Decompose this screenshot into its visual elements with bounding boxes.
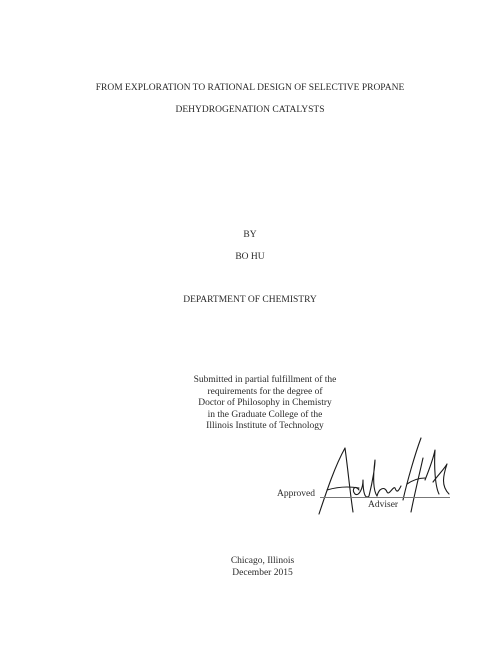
title-line-2: DEHYDROGENATION CATALYSTS xyxy=(175,105,325,115)
submission-statement xyxy=(0,375,500,433)
date-text: December 2015 xyxy=(232,568,293,578)
submission-line: Illinois Institute of Technology xyxy=(206,421,324,431)
title-line-1: FROM EXPLORATION TO RATIONAL DESIGN OF SELECTIVE PROPANE xyxy=(95,83,405,93)
submission-line: Submitted in partial fulfillment of the xyxy=(193,375,337,385)
by-label: BY xyxy=(243,230,257,240)
city-text: Chicago, Illinois xyxy=(230,556,295,566)
location-date-block xyxy=(0,555,500,579)
approved-label: Approved xyxy=(277,489,315,499)
signature-line xyxy=(320,497,450,498)
submission-line: in the Graduate College of the xyxy=(207,409,323,420)
submission-line: Doctor of Philosophy in Chemistry xyxy=(198,398,332,408)
adviser-label: Adviser xyxy=(368,500,399,510)
approval-block xyxy=(270,425,460,525)
submission-line: requirements for the degree of xyxy=(207,386,323,397)
author-name: BO HU xyxy=(235,252,265,262)
department-name: DEPARTMENT OF CHEMISTRY xyxy=(183,295,317,305)
